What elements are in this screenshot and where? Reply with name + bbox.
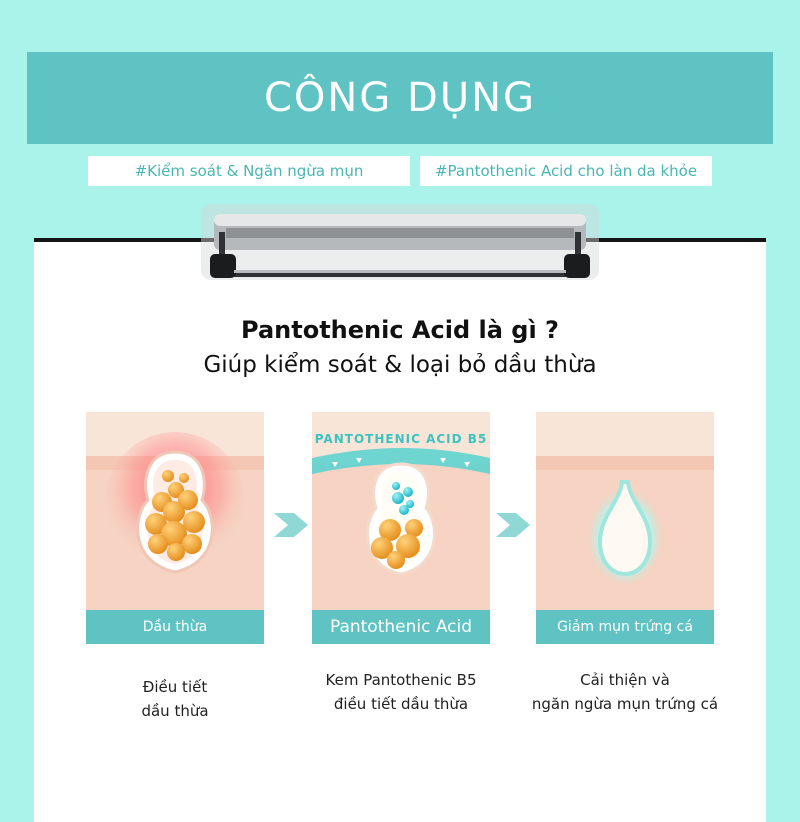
caption-pantothenic-cream <box>290 668 512 716</box>
caption-line: Cải thiện và <box>580 671 670 689</box>
headline-title: Pantothenic Acid là gì ? <box>241 316 559 344</box>
caption-line: Điều tiết <box>142 678 208 696</box>
caption-improve-prevent-acne <box>500 668 750 716</box>
header-banner <box>27 52 773 144</box>
panel-label-excess-oil: Dầu thừa <box>86 610 264 644</box>
clipboard-clip-icon <box>198 202 602 284</box>
panel-label-reduce-acne: Giảm mụn trứng cá <box>536 610 714 644</box>
caption-line: điều tiết dầu thừa <box>333 695 469 713</box>
clear-pore-illustration <box>536 412 714 610</box>
headline-subtitle: Giúp kiểm soát & loại bỏ dầu thừa <box>203 352 597 378</box>
tag-pantothenic-healthy-skin: #Pantothenic Acid cho làn da khỏe <box>420 156 712 186</box>
arc-text-pantothenic-b5: PANTOTHENIC ACID B5 <box>314 432 488 446</box>
caption-line: dầu thừa <box>141 702 209 720</box>
page-title: CÔNG DỤNG <box>263 75 537 121</box>
panel-excess-oil <box>86 412 264 644</box>
caption-line: ngăn ngừa mụn trứng cá <box>531 695 719 713</box>
caption-line: Kem Pantothenic B5 <box>325 671 477 689</box>
panel-reduce-acne <box>536 412 714 644</box>
pore-with-oil-illustration <box>86 412 264 610</box>
arrow-right-icon <box>274 513 308 537</box>
panel-label-pantothenic-acid: Pantothenic Acid <box>312 610 490 644</box>
panel-pantothenic-acid <box>312 412 490 644</box>
arrow-right-icon <box>496 513 530 537</box>
caption-regulate-oil <box>86 675 264 723</box>
tag-acne-control: #Kiểm soát & Ngăn ngừa mụn <box>88 156 410 186</box>
